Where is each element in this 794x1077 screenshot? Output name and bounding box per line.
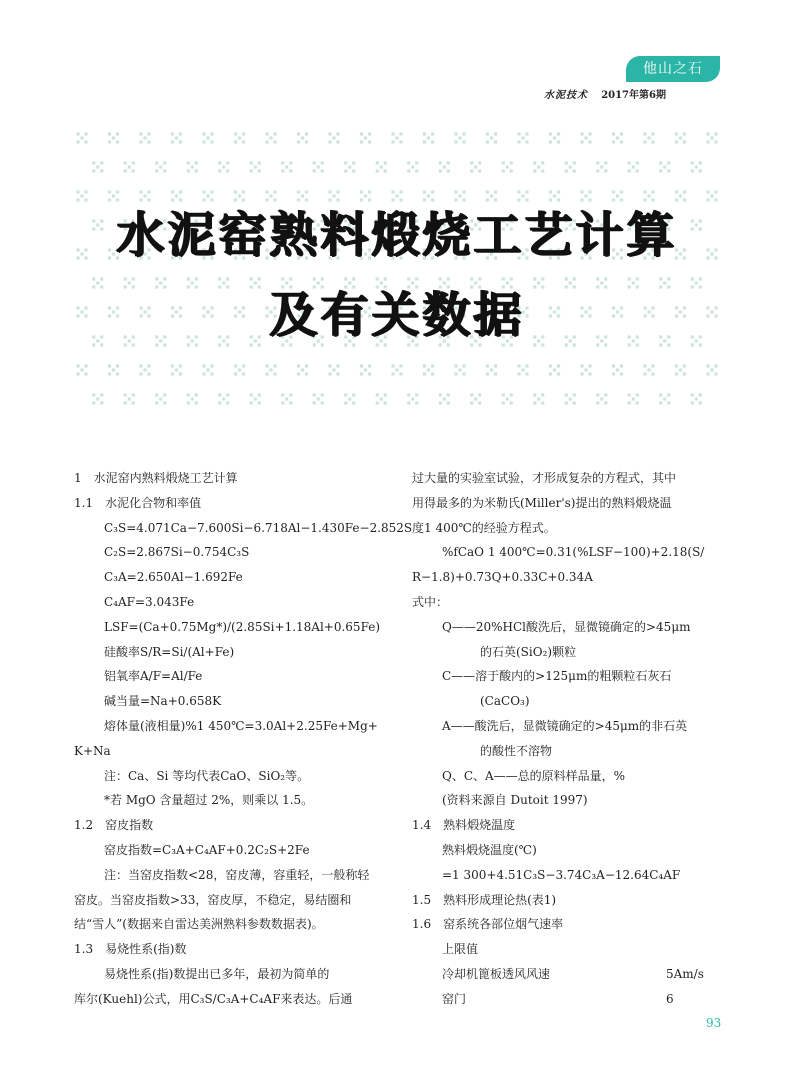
text-line: 结“雪人”(数据来自雷达美洲熟料参数数据表)。: [74, 917, 324, 932]
pattern-motif: [565, 393, 576, 404]
section-heading: 1.6 窑系统各部位烟气速率: [412, 917, 564, 932]
page-number: 93: [706, 1016, 722, 1030]
pattern-motif: [344, 161, 355, 172]
text-line: Q——20%HCl酸洗后，显微镜确定的>45μm: [442, 619, 691, 634]
pattern-motif: [675, 364, 686, 375]
velocity-row: [412, 962, 722, 987]
left-column: [74, 466, 413, 1012]
text-line: 碱当量=Na+0.658K: [104, 694, 222, 709]
pattern-motif: [470, 161, 481, 172]
pattern-motif: [580, 364, 591, 375]
pattern-motif: [139, 364, 150, 375]
text-line: 铝氧率A/F=Al/Fe: [104, 669, 203, 684]
journal-name: 水泥技术: [544, 90, 588, 101]
text-line: 熔体量(液相量)%1 450℃=3.0Al+2.25Fe+Mg+: [104, 718, 378, 733]
text-line: 用得最多的为米勒氏(Miller's)提出的熟料煅烧温: [412, 495, 672, 510]
text-line: 注：当窑皮指数<28，窑皮薄，容重轻，一般称轻: [104, 867, 370, 882]
pattern-motif: [596, 393, 607, 404]
journal-issue: 2017年第6期: [601, 90, 666, 101]
pattern-motif: [439, 393, 450, 404]
velocity-value: 5Am/s: [666, 966, 704, 981]
pattern-motif: [517, 364, 528, 375]
pattern-motif: [643, 132, 654, 143]
section-heading: 1.3 易烧性系(指)数: [74, 942, 187, 957]
article-title-line-2: 及有关数据: [269, 287, 525, 343]
right-column-lines: [412, 466, 722, 962]
pattern-motif: [517, 132, 528, 143]
article-title-line-1: 水泥窑熟料煅烧工艺计算: [116, 207, 678, 263]
velocity-label: 冷却机篦板透风风速: [442, 966, 551, 981]
text-line: 过大量的实验室试验，才形成复杂的方程式，其中: [412, 471, 677, 485]
text-line: 熟料煅烧温度(℃): [442, 842, 537, 857]
pattern-motif: [171, 364, 182, 375]
pattern-motif: [565, 161, 576, 172]
pattern-motif: [439, 161, 450, 172]
pattern-motif: [297, 132, 308, 143]
text-line: C——溶于酸内的>125μm的粗颗粒石灰石: [442, 669, 672, 684]
pattern-motif: [391, 364, 402, 375]
pattern-motif: [706, 364, 717, 375]
pattern-motif: [218, 161, 229, 172]
pattern-motif: [502, 161, 513, 172]
pattern-motif: [691, 393, 702, 404]
pattern-motif: [139, 132, 150, 143]
pattern-motif: [407, 161, 418, 172]
pattern-motif: [643, 364, 654, 375]
text-line: 上限值: [442, 942, 479, 957]
pattern-motif: [391, 132, 402, 143]
section-heading: 1.1 水泥化合物和率值: [74, 495, 202, 510]
text-line: K+Na: [74, 743, 111, 758]
text-line: C₃A=2.650Al−1.692Fe: [104, 570, 243, 585]
pattern-motif: [328, 132, 339, 143]
velocity-label: 窑门: [442, 991, 467, 1006]
pattern-motif: [171, 132, 182, 143]
pattern-motif: [675, 132, 686, 143]
pattern-motif: [706, 132, 717, 143]
pattern-motif: [265, 132, 276, 143]
velocity-row: [412, 987, 722, 1012]
text-line: 的酸性不溶物: [480, 743, 553, 758]
text-line: 窑皮。当窑皮指数>33，窑皮厚，不稳定，易结圈和: [74, 892, 352, 907]
pattern-motif: [549, 132, 560, 143]
journal-header: [544, 86, 666, 101]
pattern-motif: [76, 132, 87, 143]
column-badge: 他山之石: [626, 56, 720, 82]
pattern-motif: [407, 393, 418, 404]
pattern-motif: [628, 393, 639, 404]
section-heading: 1.5 熟料形成理论热(表1): [412, 892, 557, 907]
pattern-motif: [376, 161, 387, 172]
text-line: A——酸洗后，显微镜确定的>45μm的非石英: [442, 718, 688, 733]
text-line: %fCaO 1 400℃=0.31(%LSF−100)+2.18(S/: [442, 545, 705, 560]
pattern-motif: [250, 161, 261, 172]
text-line: R−1.8)+0.73Q+0.33C+0.34A: [412, 570, 593, 585]
text-line: C₃S=4.071Ca−7.600Si−6.718Al−1.430Fe−2.852S: [104, 520, 413, 535]
pattern-motif: [202, 132, 213, 143]
pattern-motif: [486, 364, 497, 375]
pattern-motif: [155, 161, 166, 172]
decorative-pattern: [72, 128, 722, 413]
pattern-motif: [92, 393, 103, 404]
pattern-motif: [659, 393, 670, 404]
pattern-motif: [344, 393, 355, 404]
pattern-motif: [313, 161, 324, 172]
pattern-motif: [580, 132, 591, 143]
text-line: 度1 400℃的经验方程式。: [412, 520, 556, 535]
right-column: [412, 466, 722, 1012]
pattern-motif: [533, 393, 544, 404]
pattern-motif: [423, 364, 434, 375]
pattern-motif: [187, 393, 198, 404]
pattern-motif: [628, 161, 639, 172]
pattern-motif: [187, 161, 198, 172]
pattern-motif: [108, 364, 119, 375]
pattern-motif: [360, 364, 371, 375]
text-line: C₄AF=3.043Fe: [104, 594, 195, 609]
pattern-motif: [596, 161, 607, 172]
pattern-motif: [218, 393, 229, 404]
pattern-motif: [281, 393, 292, 404]
text-line: (CaCO₃): [480, 694, 530, 709]
text-line: C₂S=2.867Si−0.754C₃S: [104, 545, 250, 560]
pattern-motif: [502, 393, 513, 404]
pattern-motif: [360, 132, 371, 143]
pattern-motif: [124, 393, 135, 404]
pattern-motif: [533, 161, 544, 172]
text-line: 库尔(Kuehl)公式，用C₃S/C₃A+C₄AF来表达。后通: [74, 991, 353, 1006]
pattern-motif: [486, 132, 497, 143]
text-line: 式中：: [412, 594, 449, 609]
pattern-motif: [234, 132, 245, 143]
text-line: =1 300+4.51C₃S−3.74C₃A−12.64C₄AF: [442, 867, 681, 882]
pattern-motif: [691, 161, 702, 172]
text-line: 硅酸率S/R=Si/(Al+Fe): [104, 644, 235, 659]
pattern-motif: [202, 364, 213, 375]
section-heading: 1.2 窑皮指数: [74, 818, 154, 833]
pattern-motif: [108, 132, 119, 143]
section-heading: 1.4 熟料煅烧温度: [412, 818, 516, 833]
pattern-motif: [313, 393, 324, 404]
pattern-motif: [250, 393, 261, 404]
pattern-motif: [92, 161, 103, 172]
pattern-motif: [612, 364, 623, 375]
section-heading: 1 水泥窑内熟料煅烧工艺计算: [74, 471, 238, 485]
pattern-motif: [234, 364, 245, 375]
text-line: 易烧性系(指)数提出已多年，最初为简单的: [104, 966, 330, 981]
text-line: *若 MgO 含量超过 2%，则乘以 1.5。: [104, 793, 314, 808]
pattern-motif: [470, 393, 481, 404]
pattern-motif: [549, 364, 560, 375]
velocity-table: [412, 962, 722, 1012]
pattern-motif: [659, 161, 670, 172]
pattern-motif: [281, 161, 292, 172]
text-line: 注：Ca、Si 等均代表CaO、SiO₂等。: [104, 768, 310, 783]
pattern-motif: [612, 132, 623, 143]
pattern-motif: [423, 132, 434, 143]
pattern-motif: [328, 364, 339, 375]
pattern-motif: [124, 161, 135, 172]
pattern-motif: [454, 364, 465, 375]
pattern-motif: [155, 393, 166, 404]
pattern-motif: [297, 364, 308, 375]
velocity-value: 6: [666, 991, 674, 1006]
pattern-motif: [76, 364, 87, 375]
pattern-motif: [454, 132, 465, 143]
pattern-motif: [376, 393, 387, 404]
text-line: LSF=(Ca+0.75Mg*)/(2.85Si+1.18Al+0.65Fe): [104, 619, 381, 634]
text-line: Q、C、A——总的原料样品量，%: [442, 768, 626, 783]
text-line: (资料来源自 Dutoit 1997): [442, 793, 588, 808]
pattern-motif: [265, 364, 276, 375]
text-line: 窑皮指数=C₃A+C₄AF+0.2C₂S+2Fe: [104, 842, 310, 857]
text-line: 的石英(SiO₂)颗粒: [480, 644, 577, 659]
